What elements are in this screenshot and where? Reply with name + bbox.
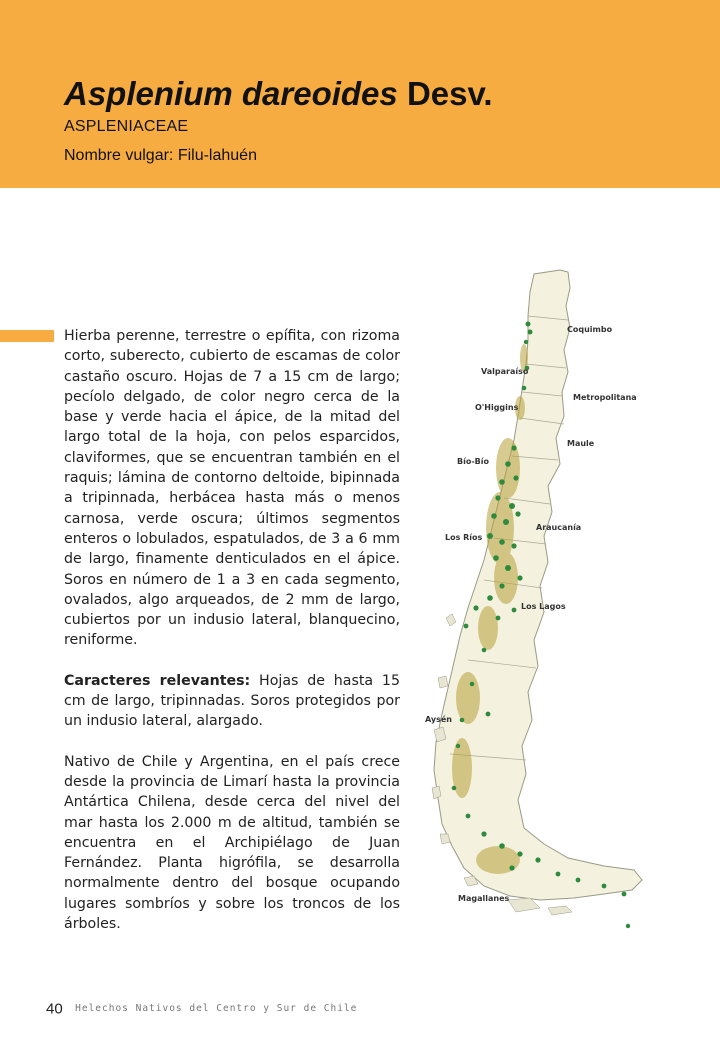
region-label-ohiggins: O'Higgins: [475, 403, 519, 412]
distribution-paragraph: Nativo de Chile y Argentina, en el país crece desde la provincia de Limarí hasta la provincia Antártica Chilena, desde cerca del nivel del mar hasta los 2.000 m de altitud, también se encuentra en el Archipiélago de Juan Fernández. Planta higrófila, se desarrolla normalmente dentro del bosque ocupando lugares sombríos y sobre los troncos de los árboles.: [64, 753, 400, 933]
scientific-name: Asplenium dareoides: [64, 75, 398, 112]
page-number: 40: [46, 1000, 63, 1018]
common-name: Nombre vulgar: Filu-lahuén: [64, 147, 257, 164]
region-label-aysen: Aysén: [425, 715, 453, 724]
description-column: [64, 326, 400, 954]
family-name: ASPLENIACEAE: [64, 118, 189, 135]
region-label-biobio: Bío-Bío: [457, 457, 489, 466]
relevant-characters-paragraph: [64, 671, 400, 732]
species-title: [64, 74, 493, 114]
region-label-magallanes: Magallanes: [458, 894, 510, 903]
region-label-maule: Maule: [567, 439, 595, 448]
region-label-metropolitana: Metropolitana: [573, 393, 637, 402]
page-footer: [46, 1000, 357, 1018]
chile-landmass: [434, 270, 642, 900]
region-label-valparaiso: Valparaíso: [481, 367, 529, 376]
section-marker-bar: [0, 330, 54, 342]
description-paragraph: Hierba perenne, terrestre o epífita, con rizoma corto, suberecto, cubierto de escamas de color castaño oscuro. Hojas de 7 a 15 cm de largo; pecíolo delgado, de color negro cerca de la base y verde hacia el ápice, de la mitad del largo total de la hoja, con pelos esparcidos, claviformes, que se encuentran también en el raquis; lámina de contorno deltoide, bipinnada a tripinnada, herbácea hasta más o menos carnosa, verde oscura; últimos segmentos enteros o lobulados, espatulados, de 3 a 6 mm de largo, finamente denticulados en el ápice. Soros en número de 1 a 3 en cada segmento, ovalados, algo arqueados, de 2 mm de largo, cubiertos por un indusio lateral, blanquecino, reniforme.: [64, 328, 400, 649]
region-label-losrios: Los Ríos: [445, 533, 483, 542]
author-name: Desv.: [406, 75, 493, 112]
distribution-map: [425, 268, 648, 938]
relevant-text: Hojas de hasta 15 cm de largo, tripinnadas. Soros protegidos por un indusio lateral, alargado.: [64, 672, 400, 730]
region-label-loslagos: Los Lagos: [521, 602, 566, 611]
region-label-coquimbo: Coquimbo: [567, 325, 613, 334]
relevant-label: Caracteres relevantes:: [64, 672, 251, 689]
region-label-araucania: Araucanía: [536, 523, 582, 532]
book-title: Helechos Nativos del Centro y Sur de Chile: [75, 1003, 358, 1015]
